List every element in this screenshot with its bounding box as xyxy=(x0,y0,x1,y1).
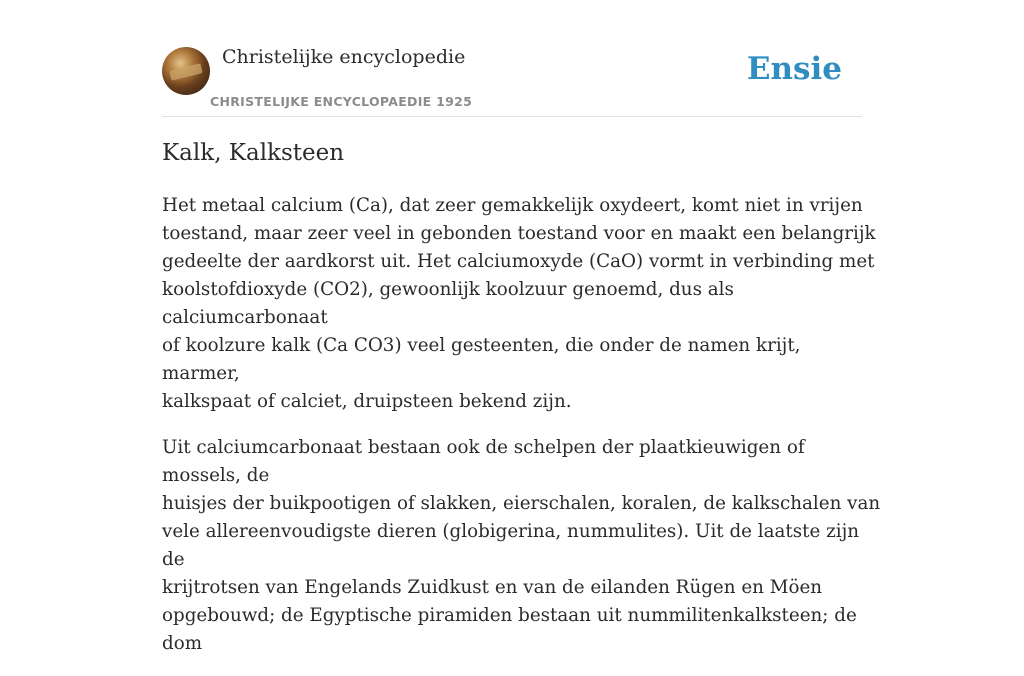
article-paragraph: Uit calciumcarbonaat bestaan ook de schelpen der plaatkieuwigen of mossels, de huisjes der buikpootigen of slakken, eierschalen, koralen, de kalkschalen van vele allereenvoudigste dieren (globigerina, nummulites). Uit de laatste zijn de krijtrotsen van Engelands Zuidkust en van de eilanden Rügen en Möen opgebouwd; de Egyptische piramiden bestaan uit nummilitenkalksteen; de dom xyxy=(162,437,881,654)
site-avatar[interactable] xyxy=(162,47,210,95)
ensie-logo[interactable]: Ensie xyxy=(746,51,842,87)
article-body xyxy=(162,192,882,676)
article-title: Kalk, Kalksteen xyxy=(162,140,345,166)
site-subtitle: CHRISTELIJKE ENCYCLOPAEDIE 1925 xyxy=(210,94,473,109)
site-header xyxy=(162,46,862,117)
article-paragraph: Het metaal calcium (Ca), dat zeer gemakkelijk oxydeert, komt niet in vrijen toestand, maar zeer veel in gebonden toestand voor en maakt een belangrijk gedeelte der aardkorst uit. Het calciumoxyde (CaO) vormt in verbinding met koolstofdioxyde (CO2), gewoonlijk koolzuur genoemd, dus als calciumcarbonaat of koolzure kalk (Ca CO3) veel gesteenten, die onder de namen krijt, marmer, kalkspaat of calciet, druipsteen bekend zijn. xyxy=(162,195,876,412)
site-title[interactable]: Christelijke encyclopedie xyxy=(222,46,466,68)
